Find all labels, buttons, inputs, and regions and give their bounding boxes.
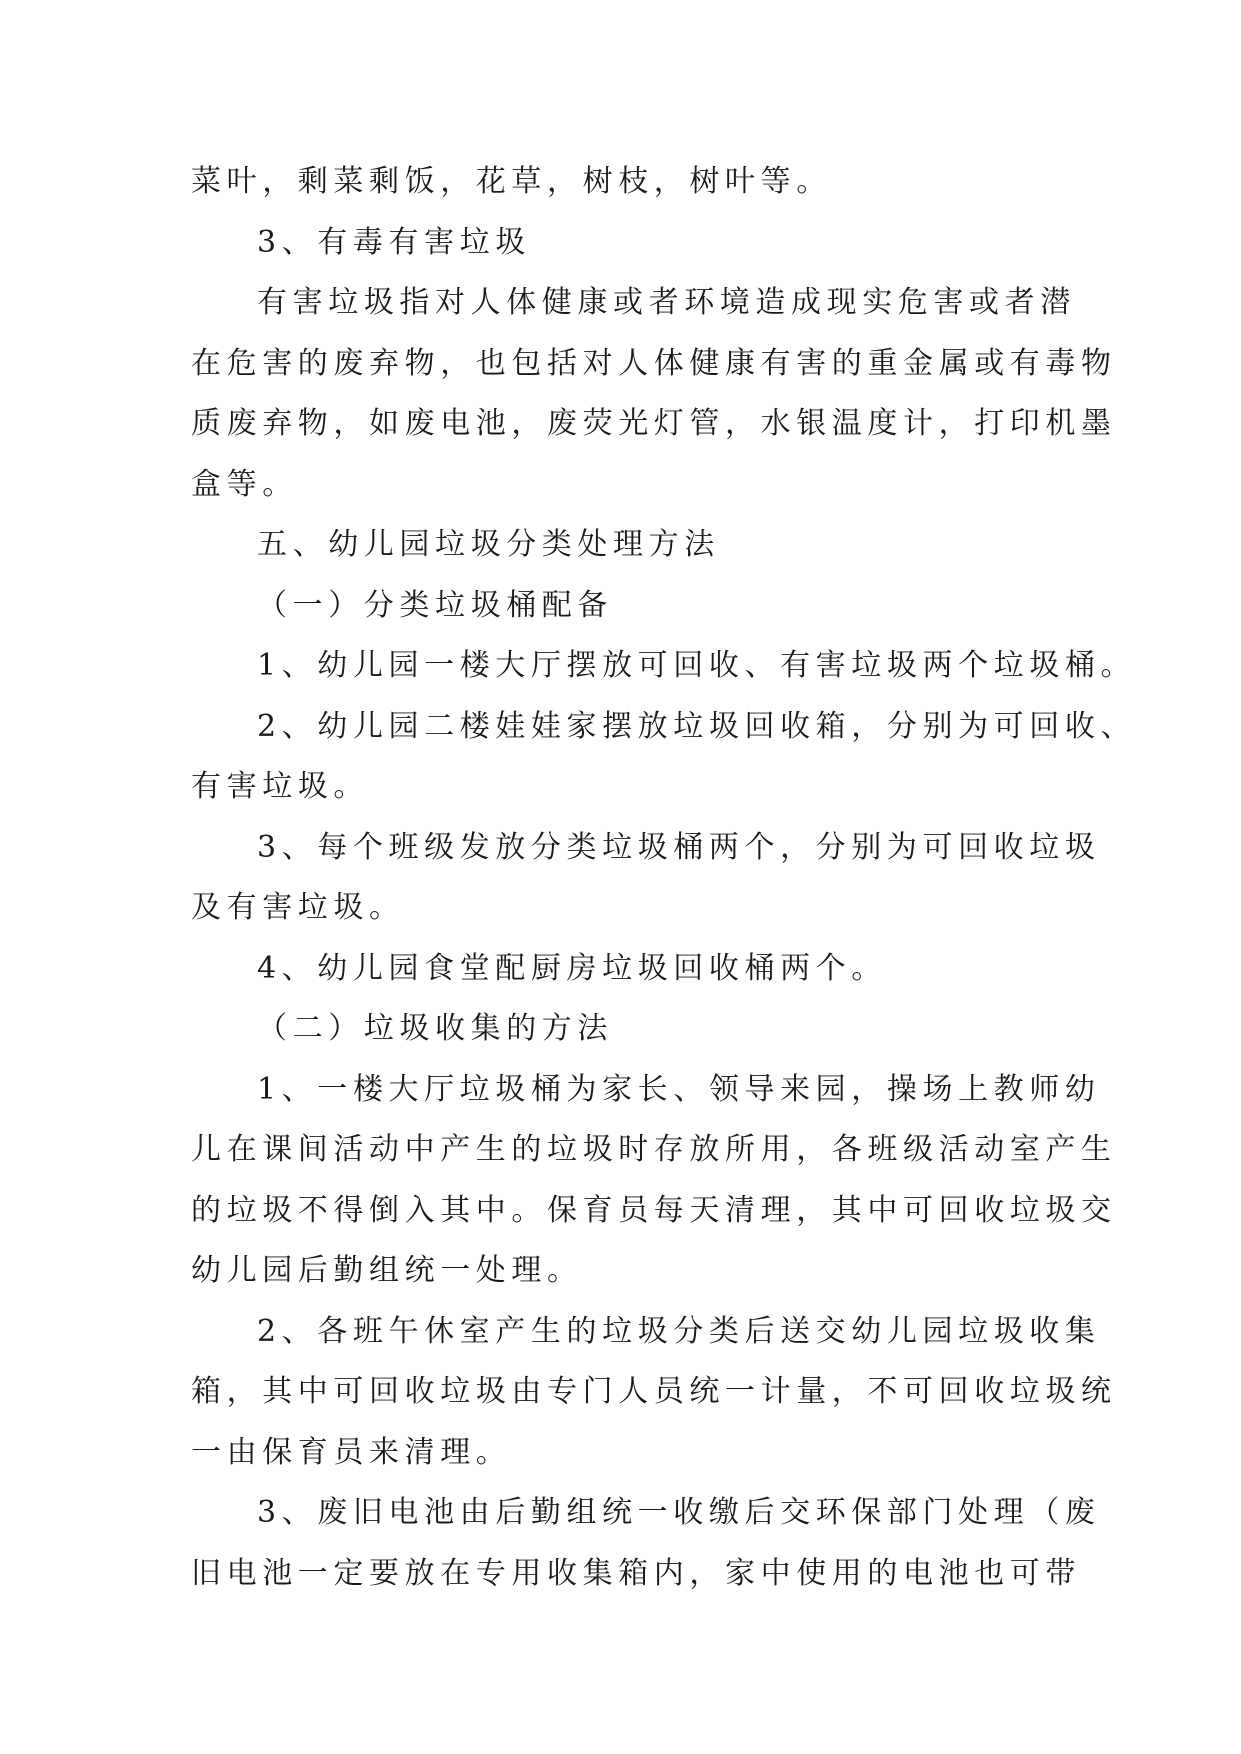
text-line: 幼儿园后勤组统一处理。 (191, 1253, 583, 1288)
text-line: 一由保育员来清理。 (191, 1434, 512, 1470)
text-line: 的垃圾不得倒入其中。保育员每天清理，其中可回收垃圾交 (191, 1192, 1117, 1228)
text-line: 2、幼儿园二楼娃娃家摆放垃圾回收箱，分别为可回收、 (257, 708, 1137, 744)
text-line: 儿在课间活动中产生的垃圾时存放所用，各班级活动室产生 (191, 1132, 1117, 1167)
text-line: 菜叶，剩菜剩饭，花草，树枝，树叶等。 (191, 164, 832, 199)
text-line: 有害垃圾。 (191, 769, 369, 804)
subsection-heading: （一）分类垃圾桶配备 (257, 587, 613, 623)
text-line: 及有害垃圾。 (191, 890, 405, 925)
text-line: 有害垃圾指对人体健康或者环境造成现实危害或者潜 (257, 285, 1076, 320)
text-line: 1、幼儿园一楼大厅摆放可回收、有害垃圾两个垃圾桶。 (257, 648, 1137, 683)
document-page (191, 152, 1137, 1604)
text-line: 4、幼儿园食堂配厨房垃圾回收桶两个。 (257, 950, 887, 986)
text-line: 3、废旧电池由后勤组统一收缴后交环保部门处理（废 (257, 1495, 1101, 1530)
text-line: 2、各班午休室产生的垃圾分类后送交幼儿园垃圾收集 (257, 1313, 1101, 1349)
text-line: 旧电池一定要放在专用收集箱内，家中使用的电池也可带 (191, 1555, 1081, 1591)
list-heading: 3、有毒有害垃圾 (257, 224, 531, 260)
section-heading: 五、幼儿园垃圾分类处理方法 (257, 527, 720, 562)
text-line: 箱，其中可回收垃圾由专门人员统一计量，不可回收垃圾统 (191, 1374, 1117, 1409)
text-line: 质废弃物，如废电池，废荧光灯管，水银温度计，打印机墨 (191, 406, 1117, 441)
text-line: 1、一楼大厅垃圾桶为家长、领导来园，操场上教师幼 (257, 1071, 1101, 1107)
text-line: 盒等。 (191, 466, 298, 502)
subsection-heading: （二）垃圾收集的方法 (257, 1011, 613, 1046)
text-line: 3、每个班级发放分类垃圾桶两个，分别为可回收垃圾 (257, 829, 1101, 865)
text-line: 在危害的废弃物，也包括对人体健康有害的重金属或有毒物 (191, 345, 1117, 381)
